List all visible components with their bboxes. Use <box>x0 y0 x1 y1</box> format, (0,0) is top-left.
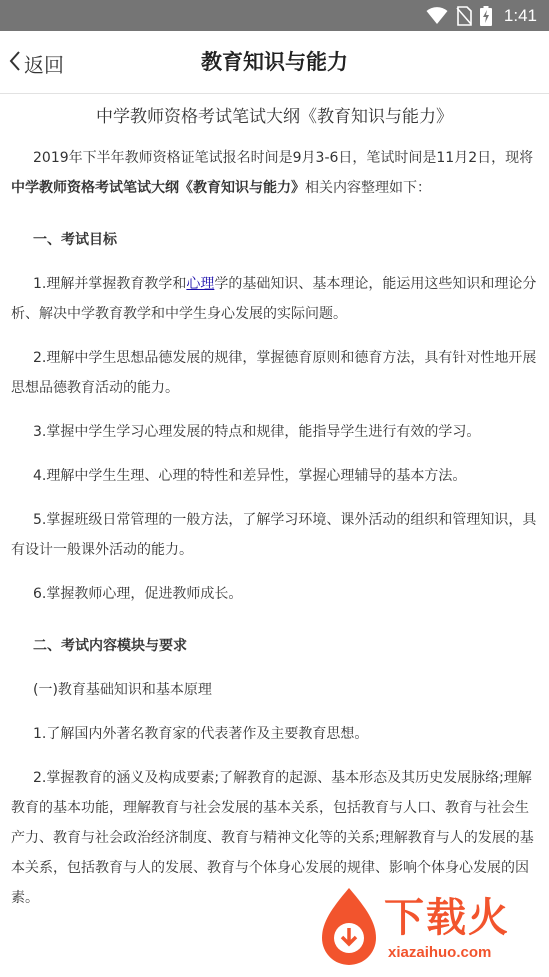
module-item-1: 1.了解国内外著名教育家的代表著作及主要教育思想。 <box>33 726 369 742</box>
status-time: 1:41 <box>503 5 537 25</box>
section-heading-goals: 一、考试目标 <box>33 232 117 248</box>
goal-item-1 <box>11 269 538 329</box>
wifi-icon <box>426 7 448 25</box>
module-title-1: (一)教育基础知识和基本原理 <box>33 682 212 698</box>
intro-bold-text: 中学教师资格考试笔试大纲《教育知识与能力》 <box>11 180 305 196</box>
goal1-text-before: 1.理解并掌握教育教学和 <box>33 276 187 292</box>
no-sim-icon <box>456 6 472 26</box>
page-title: 教育知识与能力 <box>201 50 348 74</box>
goal-item-5: 5.掌握班级日常管理的一般方法，了解学习环境、课外活动的组织和管理知识，具有设计一般课外活动的能力。 <box>11 512 537 558</box>
chevron-left-icon <box>8 49 22 77</box>
watermark-sub: xiazaihuo.com <box>388 944 492 961</box>
goal1-text-after: 学的基础知识、基本理论，能运用这些知识和理论分析、解决中学教育教学和中学生身心发展的实际问题。 <box>11 276 537 322</box>
back-button[interactable] <box>8 43 64 83</box>
battery-charging-icon <box>480 6 492 26</box>
status-icons <box>426 0 537 31</box>
section-heading-modules: 二、考试内容模块与要求 <box>33 638 187 654</box>
article-content <box>0 95 549 913</box>
psychology-link[interactable]: 心理 <box>186 276 215 292</box>
intro-paragraph <box>11 143 538 203</box>
article-title: 中学教师资格考试笔试大纲《教育知识与能力》 <box>96 107 453 127</box>
back-label: 返回 <box>24 52 64 77</box>
status-bar <box>0 0 549 31</box>
goal-item-3: 3.掌握中学生学习心理发展的特点和规律，能指导学生进行有效的学习。 <box>33 424 481 440</box>
module-item-2: 2.掌握教育的涵义及构成要素;了解教育的起源、基本形态及其历史发展脉络;理解教育的基本功能，理解教育与社会发展的基本关系，包括教育与人口、教育与社会生产力、教育与社会政治经济制度、教育与精神文化等的关系;理解教育与人的发展的基本关系，包括教育与人的发展、教育与个体身心发展的规律、影响个体身心发展的因素。 <box>11 770 534 906</box>
goal-item-6: 6.掌握教师心理，促进教师成长。 <box>33 586 243 602</box>
intro-text-2: 相关内容整理如下： <box>305 180 431 196</box>
intro-text-1: 2019年下半年教师资格证笔试报名时间是9月3-6日，笔试时间是11月2日，现将 <box>33 150 534 166</box>
app-bar <box>0 31 549 94</box>
goal-item-4: 4.理解中学生生理、心理的特性和差异性，掌握心理辅导的基本方法。 <box>33 468 467 484</box>
goal-item-2: 2.理解中学生思想品德发展的规律，掌握德育原则和德育方法，具有针对性地开展思想品德教育活动的能力。 <box>11 350 537 396</box>
watermark-text: 下载火 <box>384 895 510 941</box>
